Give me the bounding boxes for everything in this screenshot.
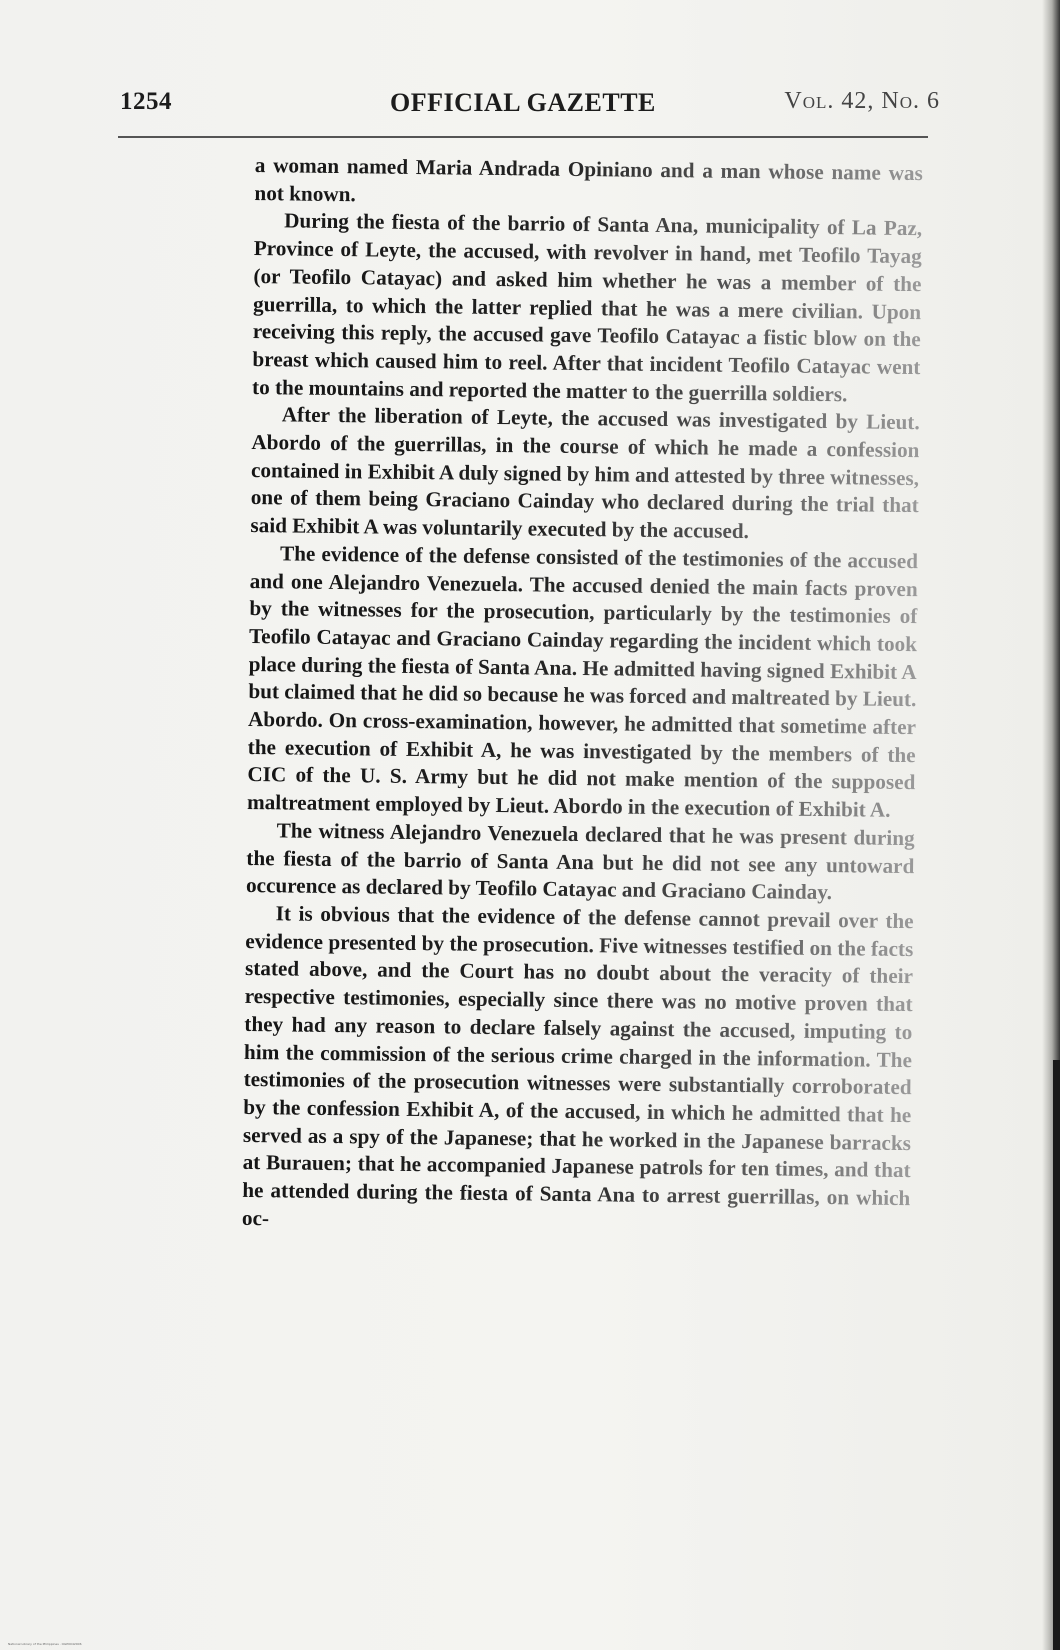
body-text	[242, 152, 923, 1241]
running-title: OFFICIAL GAZETTE	[390, 88, 656, 117]
paragraph-witness-venezuela: The witness Alejandro Venezuela declared that he was present during the fiesta of the barrio of Santa Ana but he did not see any untoward occurence as declared by Teofilo Catayac and Graciano Cainday.	[246, 817, 915, 908]
page-header	[120, 88, 940, 128]
scan-footer-stamp: National Library of the Philippines · OGP0042006	[8, 1642, 82, 1646]
binding-edge	[1053, 1060, 1060, 1650]
paragraph-fiesta-incident: During the fiesta of the barrio of Santa Ana, municipality of La Paz, Province of Leyte, the accused, with revolver in hand, met Teofilo Tayag (or Teofilo Catayac) and asked him whether he was a member of the guerrilla, to which the latter replied that he was a mere civilian. Upon receiving this reply, the accused gave Teofilo Catayac a fistic blow on the breast which caused him to reel. After that incident Teofilo Catayac went to the mountains and reported the matter to the guerrilla soldiers.	[252, 207, 922, 409]
paragraph-investigation: After the liberation of Leyte, the accused was investigated by Lieut. Abordo of the guerrillas, in the course of which he made a confession contained in Exhibit A duly signed by him and attested by three witnesses, one of them being Graciano Cainday who declared during the trial that said Exhibit A was voluntarily executed by the accused.	[250, 401, 920, 548]
paragraph-defense-evidence: The evidence of the defense consisted of the testimonies of the accused and one Alejandro Venezuela. The accused denied the main facts proven by the witnesses for the prosecution, particularly by the testimonies of Teofilo Catayac and Graciano Cainday regarding the incident which took place during the fiesta of Santa Ana. He admitted having signed Exhibit A but claimed that he did so because he was forced and maltreated by Lieut. Abordo. On cross-examination, however, he admitted that sometime after the execution of Exhibit A, he was investigated by the members of the CIC of the U. S. Army but he did not make mention of the supposed maltreatment employed by Lieut. Abordo in the execution of Exhibit A.	[247, 540, 918, 825]
volume-info: Vol. 42, No. 6	[784, 88, 940, 114]
page-number: 1254	[120, 88, 172, 115]
paragraph-continued: a woman named Maria Andrada Opiniano and a man whose name was not known.	[254, 152, 923, 216]
header-rule	[118, 136, 928, 138]
paragraph-conclusion: It is obvious that the evidence of the defense cannot prevail over the evidence presented by the prosecution. Five witnesses testified on the facts stated above, and the Court has no doubt about the veracity of their respective testimonies, especially since there was no motive proven that they had any reason to declare falsely against the accused, imputing to him the commission of the serious crime charged in the information. The testimonies of the prosecution witnesses were substantially corroborated by the confession Exhibit A, of the accused, in which he admitted that he served as a spy of the Japanese; that he worked in the Japanese barracks at Burauen; that he accompanied Japanese patrols for ten times, and that he attended during the fiesta of Santa Ana to arrest guerrillas, on which oc-	[242, 900, 914, 1241]
